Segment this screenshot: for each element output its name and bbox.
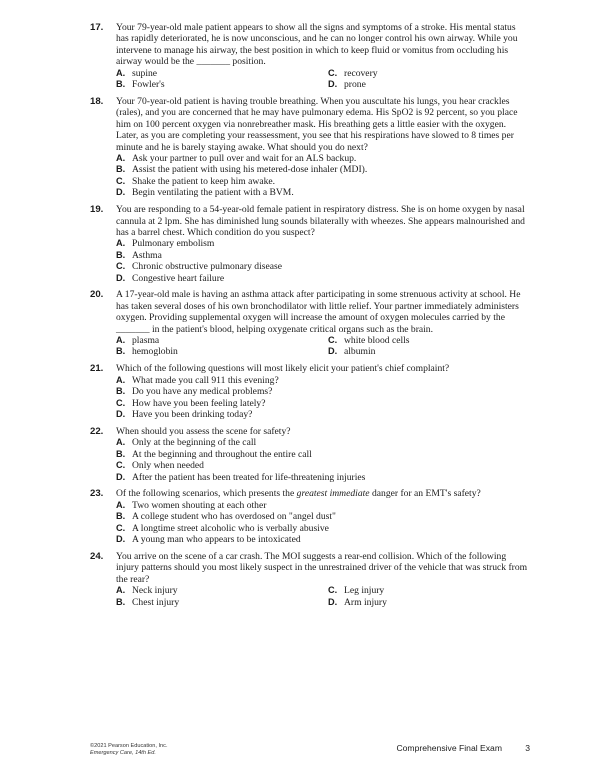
answer-option xyxy=(116,79,328,90)
answer-option xyxy=(116,437,530,448)
option-text: How have you been feeling lately? xyxy=(132,397,266,409)
option-letter: B. xyxy=(116,511,126,522)
question-item xyxy=(90,289,530,357)
option-letter: C. xyxy=(328,67,338,78)
answer-options xyxy=(116,335,530,358)
answer-option xyxy=(116,386,530,397)
answer-option xyxy=(328,597,540,608)
answer-option xyxy=(328,585,540,596)
answer-option xyxy=(116,68,328,79)
answer-option xyxy=(116,153,530,164)
question-item xyxy=(90,96,530,199)
option-letter: B. xyxy=(116,596,126,607)
question-stem-text: danger for an EMT's safety? xyxy=(369,488,481,500)
answer-options xyxy=(116,437,530,483)
question-stem: When should you assess the scene for safety? xyxy=(116,425,291,437)
question-stem: You are responding to a 54-year-old female patient in respiratory distress. She is on home oxygen by nasal cannula at 2 lpm. She has diminished lung sounds bilaterally with wheezes. She appears malnourished and has a barrel chest. Which condition do you suspect? xyxy=(116,204,525,238)
option-letter: D. xyxy=(116,272,126,283)
option-text: Begin ventilating the patient with a BVM. xyxy=(132,187,294,199)
answer-option xyxy=(116,335,328,346)
answer-option xyxy=(328,346,540,357)
answer-option xyxy=(116,273,530,284)
answer-option xyxy=(116,585,328,596)
question-stem xyxy=(116,488,530,499)
option-letter: A. xyxy=(116,374,126,385)
question-number: 17. xyxy=(90,22,104,33)
option-text: Pulmonary embolism xyxy=(132,238,215,250)
question-stem: Which of the following questions will most likely elicit your patient's chief complaint? xyxy=(116,363,450,375)
question-item xyxy=(90,551,530,608)
answer-option xyxy=(116,597,328,608)
option-text: prone xyxy=(344,79,366,91)
option-letter: A. xyxy=(116,335,126,346)
question-number: 18. xyxy=(90,95,104,107)
option-letter: C. xyxy=(116,397,126,408)
answer-option xyxy=(116,176,530,187)
option-letter: A. xyxy=(116,585,126,596)
answer-options xyxy=(116,238,530,284)
option-letter: D. xyxy=(116,534,126,545)
question-stem-emphasis: greatest immediate xyxy=(296,488,370,500)
option-letter: D. xyxy=(328,596,338,607)
answer-options xyxy=(116,585,530,608)
question-item xyxy=(90,204,530,284)
option-text: Do you have any medical problems? xyxy=(132,386,273,398)
option-text: Chronic obstructive pulmonary disease xyxy=(132,261,283,273)
question-stem: Your 79-year-old male patient appears to show all the signs and symptoms of a stroke. His mental status has rapidly deteriorated, he is now unconscious, and he can no longer control his own airway. While you intervene to manage his airway, the best position in which to keep fluid or vomitus from occluding his airway would be the _______ position. xyxy=(116,22,518,68)
question-item xyxy=(90,22,530,90)
option-letter: A. xyxy=(116,67,126,78)
option-letter: A. xyxy=(116,238,126,249)
question-number: 20. xyxy=(90,289,104,301)
answer-option xyxy=(328,79,540,90)
question-stem: A 17-year-old male is having an asthma attack after participating in some strenuous activity at school. He has taken several doses of his own bronchodilator with little relief. Your partner immediately administers oxygen. Providing supplemental oxygen will increase the amount of oxygen molecules carried by the _______ in the patient's blood, helping oxygenate critical organs such as the brain. xyxy=(116,289,521,335)
option-letter: B. xyxy=(116,386,126,397)
option-text: What made you call 911 this evening? xyxy=(132,374,279,386)
question-number: 21. xyxy=(90,363,104,375)
option-text: Assist the patient with using his metered-dose inhaler (MDI). xyxy=(132,164,368,176)
question-number: 23. xyxy=(90,488,104,500)
question-item xyxy=(90,488,530,545)
option-text: white blood cells xyxy=(344,335,410,347)
option-letter: D. xyxy=(116,187,126,198)
answer-option xyxy=(116,398,530,409)
question-stem: Your 70-year-old patient is having trouble breathing. When you auscultate his lungs, you hear crackles (rales), and you are concerned that he may have pulmonary edema. His SpO2 is 92 percent, so you place him on 100 percent oxygen via nonrebreather mask. His breathing gets a little easier with the oxygen. Later, as you are completing your reassessment, you see that his respirations have slowed to 8 times per minute and he is barely staying awake. What should you do next? xyxy=(116,95,518,153)
copyright-notice: ©2021 Pearson Education, Inc. xyxy=(90,743,168,749)
question-number: 19. xyxy=(90,204,104,216)
option-text: A young man who appears to be intoxicated xyxy=(132,534,301,546)
answer-option xyxy=(116,409,530,420)
question-number: 24. xyxy=(90,550,104,562)
option-text: Leg injury xyxy=(344,585,385,597)
option-letter: A. xyxy=(116,152,126,163)
option-text: albumin xyxy=(344,346,376,358)
option-text: Shake the patient to keep him awake. xyxy=(132,175,276,187)
answer-option xyxy=(116,238,530,249)
option-letter: C. xyxy=(116,175,126,186)
option-letter: D. xyxy=(328,346,338,357)
question-stem: You arrive on the scene of a car crash. The MOI suggests a rear-end collision. Which of the following injury patterns should you most likely suspect in the unrestrained driver of the vehicle that was struck from the rear? xyxy=(116,550,528,585)
answer-option xyxy=(116,346,328,357)
answer-options xyxy=(116,153,530,199)
answer-options xyxy=(116,375,530,421)
option-text: Only when needed xyxy=(132,460,204,472)
answer-option xyxy=(116,375,530,386)
option-letter: C. xyxy=(328,335,338,346)
option-text: Only at the beginning of the call xyxy=(132,437,257,449)
option-letter: B. xyxy=(116,79,126,90)
option-letter: B. xyxy=(116,346,126,357)
answer-options xyxy=(116,68,530,91)
option-text: supine xyxy=(132,67,158,79)
option-text: Chest injury xyxy=(132,596,180,608)
answer-option xyxy=(116,187,530,198)
option-text: Asthma xyxy=(132,249,162,261)
option-letter: B. xyxy=(116,448,126,459)
answer-option xyxy=(116,261,530,272)
page-footer xyxy=(90,743,530,767)
answer-option xyxy=(116,500,530,511)
option-text: Arm injury xyxy=(344,596,387,608)
option-text: hemoglobin xyxy=(132,346,178,358)
question-stem-text: Of the following scenarios, which presents the xyxy=(116,488,297,500)
footer-credit xyxy=(90,743,168,757)
option-text: Neck injury xyxy=(132,585,178,597)
question-item xyxy=(90,426,530,483)
option-text: recovery xyxy=(344,67,378,79)
answer-option xyxy=(116,449,530,460)
option-letter: A. xyxy=(116,437,126,448)
option-text: Two women shouting at each other xyxy=(132,499,267,511)
option-text: At the beginning and throughout the entire call xyxy=(132,448,312,460)
option-letter: C. xyxy=(116,460,126,471)
option-text: Congestive heart failure xyxy=(132,272,225,284)
answer-option xyxy=(116,472,530,483)
answer-option xyxy=(116,250,530,261)
answer-option xyxy=(328,68,540,79)
answer-option xyxy=(116,164,530,175)
question-list xyxy=(90,22,530,614)
answer-options xyxy=(116,500,530,546)
option-letter: C. xyxy=(116,522,126,533)
answer-option xyxy=(116,523,530,534)
option-text: A longtime street alcoholic who is verbally abusive xyxy=(132,522,329,534)
option-letter: C. xyxy=(328,585,338,596)
question-number: 22. xyxy=(90,425,104,437)
option-letter: B. xyxy=(116,164,126,175)
answer-option xyxy=(116,460,530,471)
question-item xyxy=(90,363,530,420)
option-text: Ask your partner to pull over and wait for an ALS backup. xyxy=(132,152,357,164)
option-letter: C. xyxy=(116,261,126,272)
answer-option xyxy=(116,534,530,545)
option-letter: A. xyxy=(116,499,126,510)
footer-exam-title: Comprehensive Final Exam xyxy=(396,743,502,753)
book-title: Emergency Care, 14th Ed. xyxy=(90,750,156,756)
option-text: plasma xyxy=(132,335,160,347)
option-letter: D. xyxy=(328,79,338,90)
page-number: 3 xyxy=(525,743,530,753)
option-text: Have you been drinking today? xyxy=(132,409,253,420)
answer-option xyxy=(116,511,530,522)
option-letter: D. xyxy=(116,471,126,482)
option-text: Fowler's xyxy=(132,79,165,91)
answer-option xyxy=(328,335,540,346)
option-letter: B. xyxy=(116,249,126,260)
option-letter: D. xyxy=(116,409,126,419)
option-text: After the patient has been treated for life-threatening injuries xyxy=(132,471,366,483)
option-text: A college student who has overdosed on "angel dust" xyxy=(132,511,336,523)
